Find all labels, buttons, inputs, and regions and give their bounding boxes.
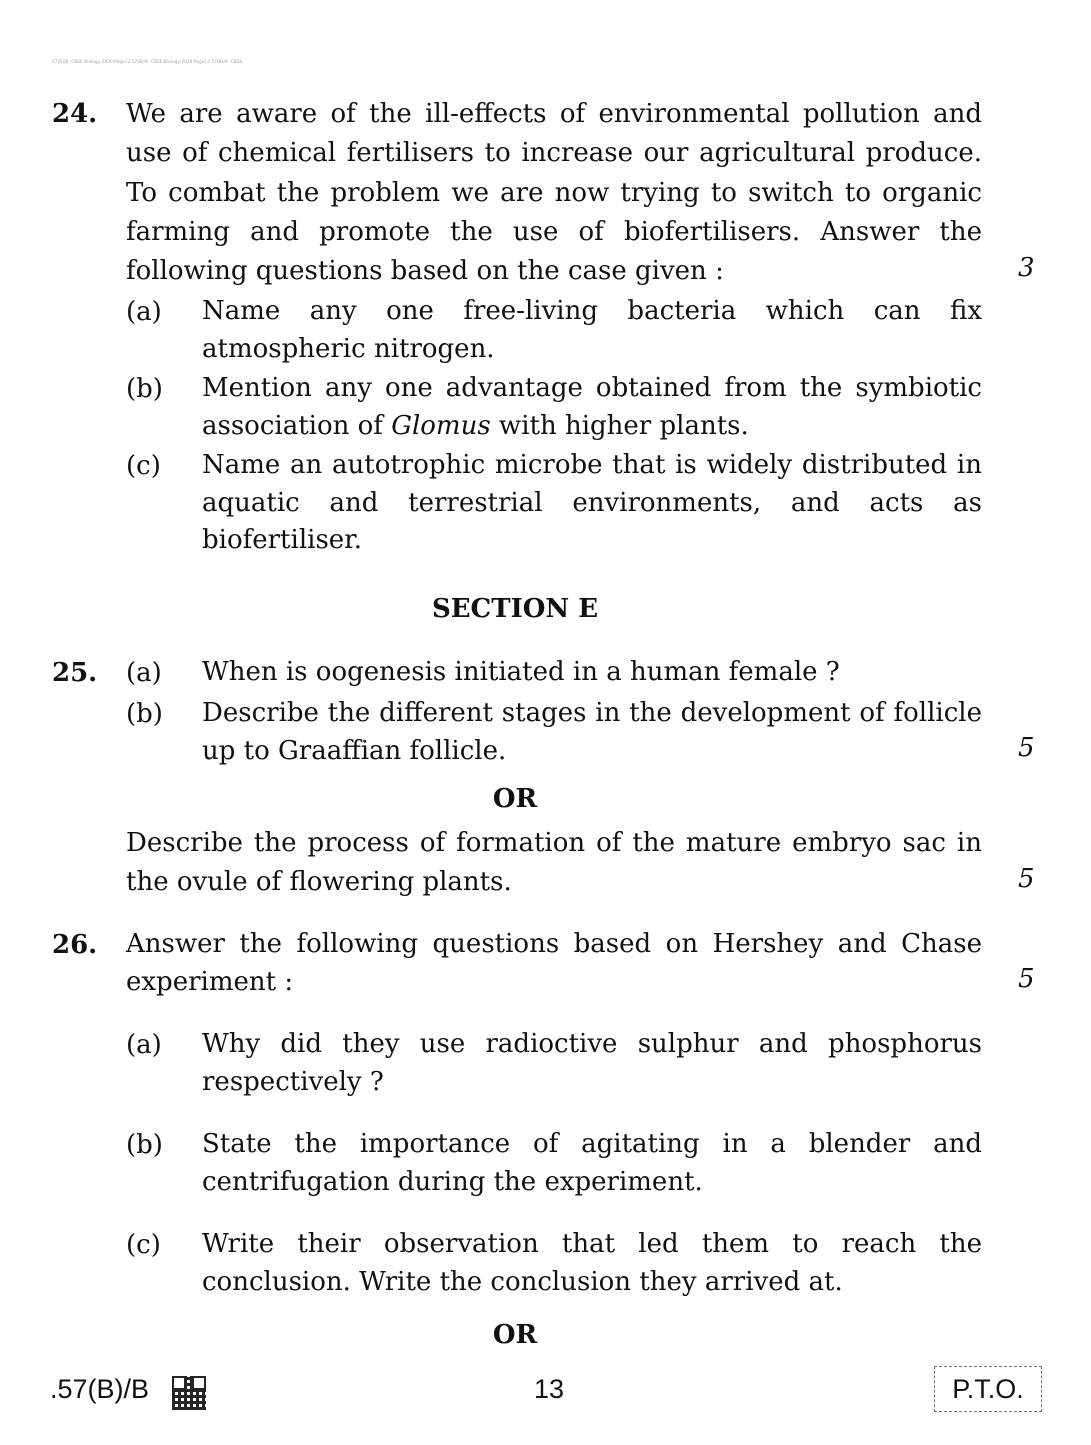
sub-label: (a) (126, 658, 162, 688)
marks-25-alternative: 5 (1018, 864, 1035, 894)
question-stem: We are aware of the ill-effects of environmental pollution and use of chemical fertilisers to increase our agricultural produce. To combat the problem we are now trying to switch to organic farming and promote the use of biofertilisers. Answer the following questions based on the case given : (126, 99, 982, 287)
sub-text-post: with higher plants. (490, 410, 749, 441)
sub-text (202, 370, 982, 445)
question-number: 26. (52, 930, 98, 960)
question-25 (52, 654, 982, 770)
sub-label: (b) (126, 699, 163, 730)
sub-label: (a) (126, 297, 162, 328)
sub-label: (b) (126, 374, 163, 405)
sub-question-c (126, 1226, 982, 1301)
sub-question-c (126, 447, 982, 560)
sub-question-a (126, 654, 982, 693)
or-heading: OR (492, 784, 538, 814)
header-microtext: 57(B)/B ·CBSE·Biology·2020·Page13·57(B)/B ·CBSE·Biology·2020·Page13·57(B)/B ·CBSE (52, 59, 243, 64)
question-25-alternative (52, 824, 982, 903)
qr-code-icon (172, 1376, 206, 1410)
pto-box: P.T.O. (934, 1366, 1042, 1412)
sub-question-b (126, 1126, 982, 1201)
question-number: 24. (52, 99, 98, 129)
question-26 (52, 926, 982, 1301)
sub-text: Write their observation that led them to reach the conclusion. Write the conclusion they arrived at. (202, 1229, 982, 1297)
marks-26: 5 (1018, 964, 1035, 994)
sub-text-pre: Mention any one advantage obtained from the symbiotic association of (202, 373, 982, 441)
page-number: 13 (534, 1374, 565, 1404)
sub-text: When is oogenesis initiated in a human female ? (202, 657, 840, 687)
alternative-text: Describe the process of formation of the mature embryo sac in the ovule of flowering plants. (126, 828, 982, 898)
sub-text: State the importance of agitating in a blender and centrifugation during the experiment. (202, 1129, 982, 1197)
sub-text: Name any one free-living bacteria which can fix atmospheric nitrogen. (202, 296, 982, 364)
sub-question-b (126, 370, 982, 445)
sub-label: (a) (126, 1030, 162, 1060)
question-24 (52, 95, 982, 560)
section-heading: SECTION E (431, 594, 599, 624)
marks-25: 5 (1018, 733, 1035, 763)
marks-24: 3 (1018, 253, 1035, 283)
sub-question-a (126, 1026, 982, 1101)
sub-label: (b) (126, 1130, 163, 1160)
italic-term: Glomus (391, 410, 491, 441)
sub-text: Why did they use radioctive sulphur and phosphorus respectively ? (202, 1029, 982, 1097)
paper-code: .57(B)/B (50, 1374, 150, 1404)
sub-question-b (126, 695, 982, 770)
sub-text: Describe the different stages in the development of follicle up to Graaffian follicle. (202, 698, 982, 766)
sub-question-a (126, 293, 982, 368)
sub-label: (c) (126, 1230, 161, 1260)
question-number: 25. (52, 658, 98, 688)
or-heading: OR (492, 1320, 538, 1350)
question-stem: Answer the following questions based on Hershey and Chase experiment : (126, 929, 982, 997)
sub-label: (c) (126, 451, 161, 482)
sub-text: Name an autotrophic microbe that is widely distributed in aquatic and terrestrial environments, and acts as biofertiliser. (202, 450, 982, 556)
